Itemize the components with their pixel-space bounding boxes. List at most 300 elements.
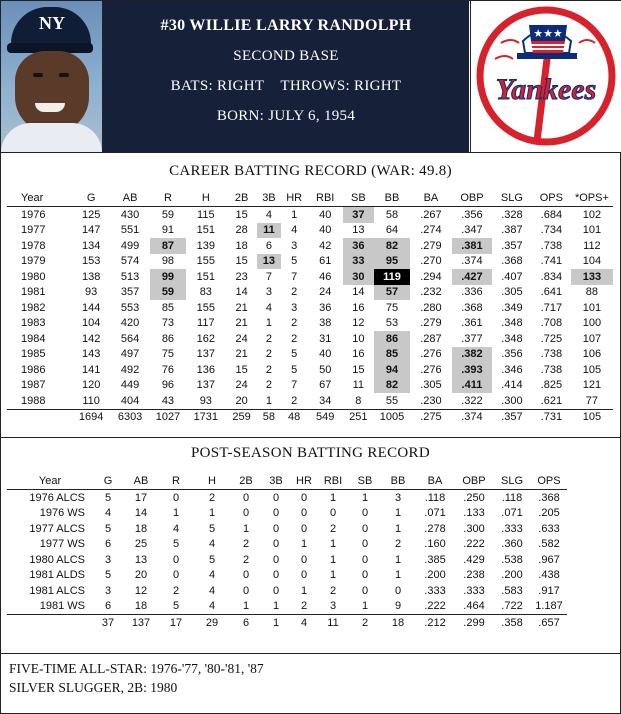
total-r: 17: [159, 615, 193, 631]
cell-g: 120: [81, 379, 101, 392]
cell-ba: .276: [420, 363, 442, 376]
cell-slg: .722: [501, 600, 523, 613]
cell-slg: .387: [501, 224, 523, 237]
jersey: [1, 123, 102, 152]
cell-bb: 57: [374, 285, 410, 301]
cell-g: 144: [81, 301, 101, 314]
cell-g: 3: [104, 553, 112, 566]
cell-h: 4: [208, 600, 216, 613]
cell-obp: .250: [463, 491, 485, 504]
cell-ab: 404: [120, 394, 140, 407]
cell-slg: .407: [501, 270, 523, 283]
silver-slugger-note: SILVER SLUGGER, 2B: 1980: [9, 680, 178, 695]
cell-r: 0: [172, 553, 180, 566]
col-header-3b: 3B: [257, 190, 280, 207]
cell-hr: 3: [291, 301, 298, 314]
cell-obp: .238: [463, 569, 485, 582]
cell-ab: 357: [120, 286, 140, 299]
col-header-2b: 2B: [226, 190, 258, 207]
cell-ab: 449: [120, 379, 140, 392]
col-header-hr: HR: [281, 190, 308, 207]
cell-hr: 0: [300, 522, 308, 535]
cell-h: 1: [208, 507, 216, 520]
cell-rbi: 40: [319, 224, 332, 237]
total-2b: 259: [226, 409, 258, 425]
cell-hr: 5: [291, 363, 298, 376]
cell-sb: 12: [352, 317, 365, 330]
cell-ba: .385: [424, 553, 446, 566]
cell-year: 1984: [21, 332, 46, 345]
cell-rbi: 40: [319, 348, 332, 361]
player-position: SECOND BASE: [233, 48, 339, 64]
cell-bb: 3: [394, 491, 402, 504]
cell-ab: 564: [120, 332, 140, 345]
cell-3b: 2: [265, 348, 272, 361]
cell-2b: 18: [235, 239, 248, 252]
cell-ops: 121: [582, 379, 602, 392]
career-title: CAREER BATTING RECORD (WAR: 49.8): [169, 163, 452, 179]
cell-ab: 513: [120, 270, 140, 283]
cell-g: 125: [81, 208, 101, 221]
cell-h: 93: [199, 394, 212, 407]
cell-2b: 24: [235, 379, 248, 392]
stat-row: [7, 331, 613, 347]
cell-slg: .368: [501, 255, 523, 268]
cell-r: 87: [150, 238, 186, 254]
col-header-g: G: [72, 190, 110, 207]
total-ops: .731: [532, 409, 571, 425]
cell-slg: .348: [501, 317, 523, 330]
cell-sb: 0: [361, 553, 369, 566]
cell-ba: .305: [420, 379, 442, 392]
cell-obp: .336: [461, 286, 483, 299]
cell-rbi: 1: [329, 538, 337, 551]
cell-year: 1979: [21, 255, 46, 268]
cell-3b: 6: [265, 239, 272, 252]
cell-2b: 0: [242, 569, 250, 582]
cell-hr: 7: [291, 379, 298, 392]
section-divider: [1, 437, 620, 438]
cell-g: 110: [82, 394, 100, 407]
cell-sb: 0: [361, 507, 369, 520]
cell-h: 162: [196, 332, 215, 345]
cell-ba: .294: [420, 270, 442, 283]
total-ba: .275: [410, 409, 452, 425]
cell-h: 115: [197, 208, 215, 221]
cell-hr: 1: [300, 584, 308, 597]
total-obp: .299: [455, 615, 493, 631]
cell-year: 1982: [21, 301, 46, 314]
cell-rbi: 31: [319, 332, 332, 345]
cell-g: 104: [81, 317, 101, 330]
cell-year: 1977 ALCS: [29, 522, 85, 535]
total-2b: 6: [231, 615, 261, 631]
cell-ops: .717: [540, 301, 563, 314]
cell-obp: .393: [452, 362, 492, 378]
total-3b: 58: [257, 409, 280, 425]
stat-row: [7, 568, 567, 584]
cell-r: 91: [161, 224, 175, 237]
cell-ops: .621: [540, 394, 563, 407]
total-ops: .657: [531, 615, 567, 631]
stat-row: [7, 269, 613, 285]
cell-sb: 11: [352, 379, 365, 392]
cell-h: 117: [197, 317, 215, 330]
col-header-rbi: RBI: [308, 190, 343, 207]
stat-row: [7, 506, 567, 522]
cell-ops: 88: [585, 286, 599, 299]
cell-slg: .414: [501, 379, 523, 392]
cell-2b: 20: [235, 394, 248, 407]
col-header-r: R: [150, 190, 186, 207]
cell-ops: 133: [571, 269, 613, 285]
cell-2b: 15: [235, 208, 248, 221]
cell-ops: .368: [538, 491, 560, 504]
col-header-r: R: [159, 473, 193, 490]
cell-h: 137: [196, 379, 215, 392]
player-bio: [103, 1, 469, 152]
cell-ba: .279: [420, 317, 442, 330]
total-3b: 1: [261, 615, 291, 631]
cell-ab: 499: [120, 239, 140, 252]
cell-rbi: 50: [319, 363, 332, 376]
cell-ab: 18: [134, 522, 148, 535]
col-header-sb: SB: [349, 473, 381, 490]
total-ops: 105: [571, 409, 613, 425]
cell-ba: .200: [424, 569, 446, 582]
face: [15, 51, 89, 133]
col-header-3b: 3B: [261, 473, 291, 490]
cell-year: 1981 ALCS: [29, 584, 85, 597]
cell-rbi: 24: [319, 286, 332, 299]
stat-row: [7, 223, 613, 239]
cell-slg: .305: [501, 286, 523, 299]
total-ab: 137: [123, 615, 159, 631]
cell-ops: .834: [540, 270, 563, 283]
total-bb: 18: [381, 615, 415, 631]
bats-throws: [103, 78, 469, 95]
player-name: #30 WILLIE LARRY RANDOLPH: [160, 17, 412, 34]
cell-g: 6: [104, 600, 112, 613]
cell-sb: 15: [352, 363, 365, 376]
right-eye: [59, 73, 69, 77]
cell-ab: 574: [120, 255, 140, 268]
cell-3b: 3: [265, 286, 272, 299]
cell-bb: 1: [394, 569, 402, 582]
cell-bb: 2: [394, 538, 402, 551]
cell-r: 86: [161, 332, 175, 345]
cell-year: 1985: [21, 348, 46, 361]
cell-slg: .360: [501, 538, 523, 551]
col-header-h: H: [193, 473, 231, 490]
total-sb: 2: [349, 615, 381, 631]
cell-3b: 0: [272, 569, 280, 582]
cell-2b: 21: [235, 301, 248, 314]
cell-g: 93: [85, 286, 98, 299]
cell-3b: 1: [265, 317, 272, 330]
stat-row: [7, 362, 613, 378]
col-header-rbi: RBI: [317, 473, 349, 490]
cell-year: 1981 ALDS: [29, 569, 85, 582]
cell-ops: .738: [540, 348, 563, 361]
cell-ab: 18: [134, 600, 148, 613]
cell-slg: .071: [501, 507, 523, 520]
cell-sb: 0: [361, 538, 369, 551]
cell-r: 98: [161, 255, 175, 268]
cell-obp: .347: [461, 224, 483, 237]
cell-ba: .230: [420, 394, 442, 407]
cell-bb: 82: [374, 238, 410, 254]
cell-obp: .133: [463, 507, 485, 520]
cell-2b: 23: [235, 270, 248, 283]
cell-sb: 8: [355, 394, 362, 407]
col-header-ba: BA: [415, 473, 455, 490]
stat-row: [7, 207, 613, 223]
cell-3b: 7: [265, 270, 272, 283]
cell-2b: 1: [242, 600, 250, 613]
cell-2b: 21: [235, 348, 248, 361]
cell-hr: 1: [291, 208, 298, 221]
cell-slg: .200: [501, 569, 523, 582]
total-obp: .374: [452, 409, 492, 425]
svg-text:★★★: ★★★: [533, 28, 563, 40]
totals-row: [7, 409, 613, 425]
cell-ba: .274: [420, 224, 442, 237]
cell-h: 4: [208, 538, 216, 551]
cell-h: 2: [208, 491, 216, 504]
cell-year: 1980 ALCS: [29, 553, 85, 566]
cell-obp: .374: [461, 255, 483, 268]
cell-year: 1978: [21, 239, 46, 252]
col-header-ops: OPS: [532, 190, 571, 207]
cell-sb: 10: [352, 332, 365, 345]
total-rbi: 549: [308, 409, 343, 425]
career-table: [7, 190, 613, 425]
cell-ba: .118: [424, 491, 446, 504]
cell-ba: .071: [424, 507, 446, 520]
cell-3b: 0: [272, 553, 280, 566]
col-header-year: Year: [7, 190, 72, 207]
stat-row: [7, 537, 567, 553]
cell-ba: .232: [420, 286, 442, 299]
cell-obp: .356: [461, 208, 483, 221]
cell-rbi: 3: [329, 600, 337, 613]
cell-g: 5: [104, 522, 112, 535]
cell-g: 134: [81, 239, 101, 252]
cell-bb: 94: [374, 362, 410, 378]
cell-h: 139: [196, 239, 215, 252]
cell-bb: 86: [374, 331, 410, 347]
col-header-sb: SB: [343, 190, 375, 207]
cell-3b: 0: [272, 491, 280, 504]
cell-ops: .633: [538, 522, 560, 535]
cell-3b: 0: [272, 584, 280, 597]
stat-row: [7, 316, 613, 332]
cell-ba: .276: [420, 348, 442, 361]
cell-slg: .118: [501, 491, 523, 504]
cell-obp: .427: [452, 269, 492, 285]
total-hr: 4: [291, 615, 317, 631]
cell-bb: 1: [394, 522, 402, 535]
cell-3b: 11: [257, 223, 280, 239]
cell-hr: 0: [300, 569, 308, 582]
cell-rbi: 1: [329, 553, 337, 566]
cell-g: 5: [104, 491, 112, 504]
cell-ops: .582: [538, 538, 560, 551]
cell-ops: .741: [540, 255, 563, 268]
col-header-g: G: [93, 473, 123, 490]
cell-3b: 2: [265, 379, 272, 392]
cell-sb: 0: [361, 522, 369, 535]
total-bb: 1005: [374, 409, 410, 425]
cell-r: 99: [150, 269, 186, 285]
cell-h: 5: [208, 553, 216, 566]
cell-bb: 0: [394, 584, 402, 597]
cell-hr: 2: [291, 286, 298, 299]
cell-ops: 101: [582, 224, 602, 237]
stat-row: [7, 285, 613, 301]
cell-obp: .377: [461, 332, 483, 345]
cell-ab: 17: [134, 491, 148, 504]
cell-hr: 2: [291, 317, 298, 330]
cell-bb: 75: [385, 301, 399, 314]
cell-year: 1977: [21, 224, 46, 237]
cell-slg: .583: [501, 584, 523, 597]
cell-h: 155: [196, 255, 215, 268]
cell-2b: 15: [235, 255, 248, 268]
cell-hr: 2: [291, 332, 298, 345]
cell-ba: .280: [420, 301, 442, 314]
cell-h: 4: [208, 584, 216, 597]
cell-r: 0: [172, 491, 180, 504]
col-header-ops: *OPS+: [571, 190, 613, 207]
stat-row: [7, 599, 567, 615]
cell-2b: 15: [235, 363, 248, 376]
cell-rbi: 61: [319, 255, 332, 268]
cell-year: 1981: [21, 286, 46, 299]
cell-hr: 0: [300, 491, 308, 504]
cell-rbi: 1: [329, 569, 337, 582]
total-hr: 48: [281, 409, 308, 425]
cell-g: 5: [104, 569, 112, 582]
cell-r: 76: [161, 363, 175, 376]
cell-3b: 13: [257, 254, 280, 270]
cell-slg: .356: [501, 348, 523, 361]
cell-g: 3: [104, 584, 112, 597]
cell-ops: 105: [582, 363, 602, 376]
cell-r: 43: [161, 394, 175, 407]
cell-hr: 0: [300, 553, 308, 566]
cell-sb: 30: [343, 269, 375, 285]
cell-r: 1: [172, 507, 180, 520]
cell-r: 4: [172, 522, 180, 535]
cell-rbi: 46: [319, 270, 332, 283]
player-photo: [1, 1, 103, 152]
cell-hr: 3: [291, 239, 298, 252]
totals-row: [7, 615, 567, 631]
cell-3b: 0: [272, 522, 280, 535]
cell-obp: .322: [461, 394, 483, 407]
cell-2b: 24: [235, 332, 248, 345]
col-header-slg: SLG: [493, 473, 531, 490]
cell-g: 138: [81, 270, 101, 283]
total-year: [7, 615, 93, 631]
cell-rbi: 34: [319, 394, 332, 407]
cell-h: 151: [196, 270, 215, 283]
col-header-ab: AB: [123, 473, 159, 490]
cell-year: 1976 WS: [39, 507, 85, 520]
cell-r: 5: [172, 538, 180, 551]
cell-rbi: 67: [319, 379, 332, 392]
cell-h: 83: [199, 286, 212, 299]
col-header-slg: SLG: [492, 190, 532, 207]
cell-bb: 85: [374, 347, 410, 363]
cell-ab: 492: [120, 363, 140, 376]
cap-logo: NY: [39, 13, 65, 33]
cell-g: 147: [81, 224, 101, 237]
cell-sb: 0: [361, 569, 369, 582]
cell-ops: .708: [540, 317, 563, 330]
total-ab: 6303: [110, 409, 150, 425]
cell-3b: 4: [265, 208, 272, 221]
cell-year: 1980: [21, 270, 46, 283]
cell-2b: 28: [235, 224, 248, 237]
total-h: 29: [193, 615, 231, 631]
yankees-logo: [470, 1, 621, 152]
cell-slg: .357: [501, 239, 523, 252]
cell-rbi: 0: [329, 507, 337, 520]
cell-hr: 5: [291, 255, 298, 268]
cell-ab: 430: [120, 208, 140, 221]
cell-obp: .382: [452, 347, 492, 363]
cell-hr: 2: [291, 394, 298, 407]
cell-hr: 2: [300, 600, 308, 613]
col-header-ops: OPS: [531, 473, 567, 490]
cell-ba: .287: [420, 332, 442, 345]
cell-hr: 7: [291, 270, 298, 283]
cell-ops: .967: [538, 553, 560, 566]
cell-r: 73: [161, 317, 175, 330]
cell-ops: .205: [538, 507, 560, 520]
cell-ab: 420: [120, 317, 140, 330]
cell-slg: .346: [501, 363, 523, 376]
cell-ops: 104: [582, 255, 602, 268]
all-star-note: FIVE-TIME ALL-STAR: 1976-'77, '80-'81, '87: [9, 661, 264, 676]
cell-2b: 2: [242, 538, 250, 551]
cell-ba: .270: [420, 255, 442, 268]
cell-g: 4: [104, 507, 112, 520]
cell-slg: .348: [501, 332, 523, 345]
cell-ops: 101: [582, 301, 602, 314]
cell-h: 155: [196, 301, 215, 314]
cell-g: 153: [81, 255, 101, 268]
total-ba: .212: [415, 615, 455, 631]
cell-r: 59: [161, 208, 175, 221]
cell-ab: 14: [134, 507, 148, 520]
total-year: [7, 409, 72, 425]
stat-row: [7, 238, 613, 254]
cell-sb: 36: [343, 238, 375, 254]
cell-ab: 12: [134, 584, 148, 597]
cell-ba: .278: [424, 522, 446, 535]
cell-ops: .734: [540, 224, 563, 237]
cell-ba: .222: [424, 600, 446, 613]
cell-h: 151: [196, 224, 215, 237]
cell-sb: 16: [352, 301, 365, 314]
cell-ops: 112: [583, 239, 601, 252]
col-header-hr: HR: [291, 473, 317, 490]
cell-bb: 95: [374, 254, 410, 270]
